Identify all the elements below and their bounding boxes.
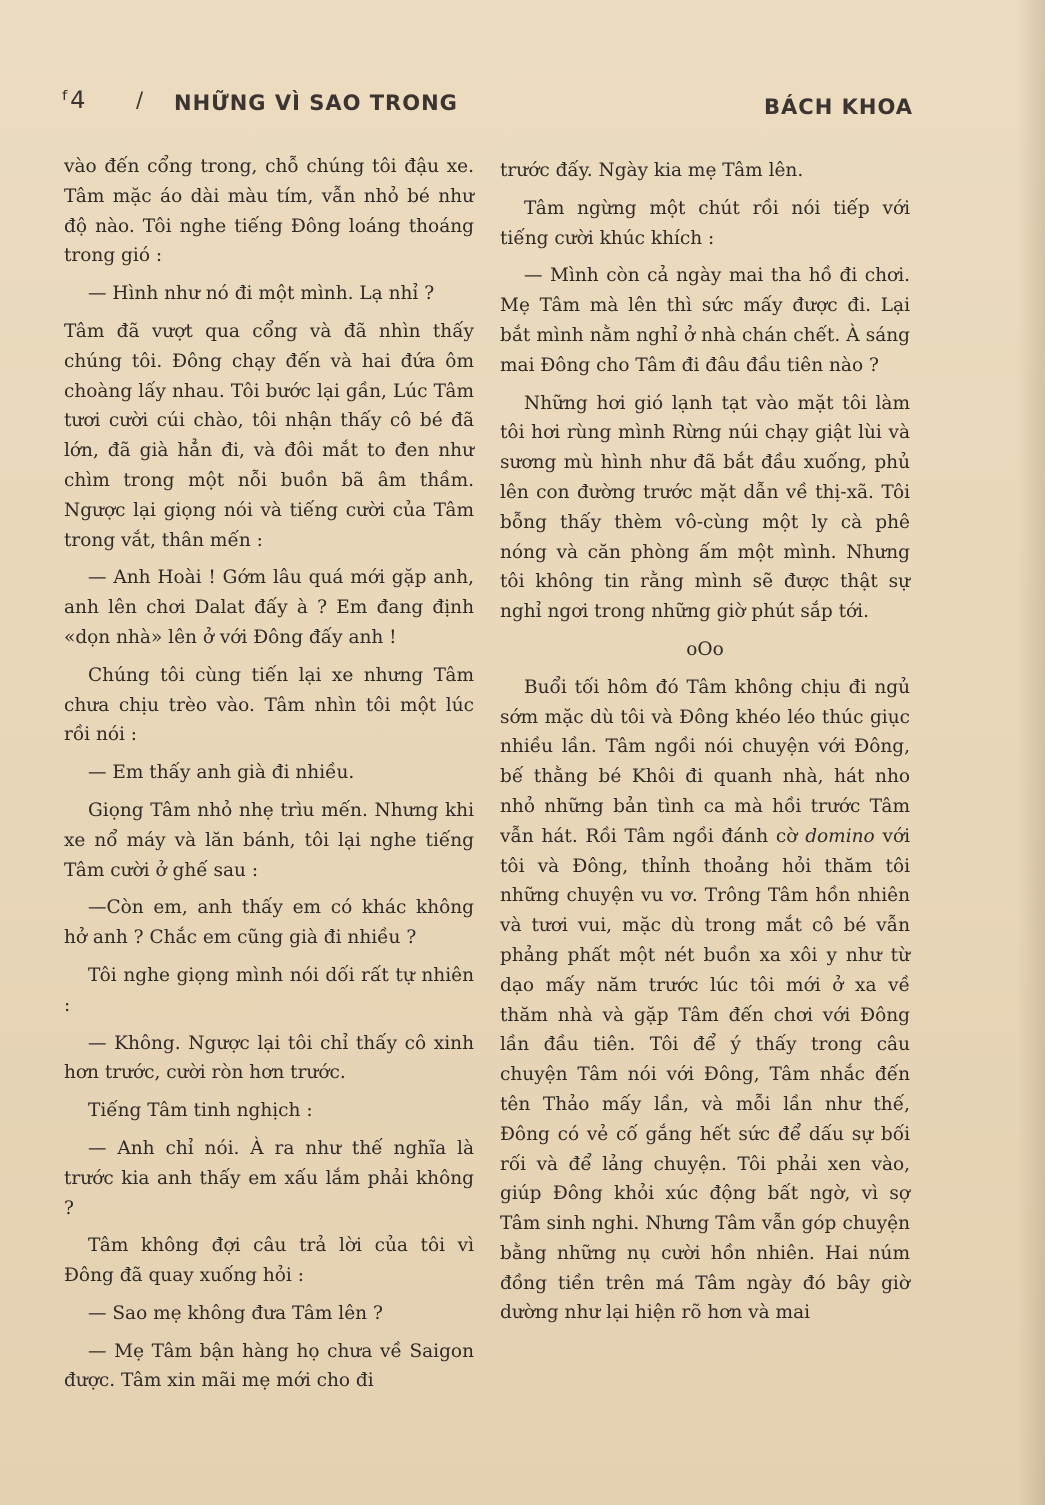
paragraph: — Anh chỉ nói. À ra như thế nghĩa là trước kia anh thấy em xấu lắm phải không ? (64, 1137, 474, 1219)
paragraph: — Không. Ngược lại tôi chỉ thấy cô xinh hơn trước, cười ròn hơn trước. (64, 1032, 474, 1084)
right-text-column (500, 156, 910, 1336)
left-text-column (64, 152, 474, 1404)
header-separator: / (136, 88, 145, 112)
paragraph: trước đấy. Ngày kia mẹ Tâm lên. (500, 160, 804, 181)
paragraph: — Hình như nó đi một mình. Lạ nhỉ ? (88, 283, 435, 305)
paragraph: — Anh Hoài ! Gớm lâu quá mới gặp anh, anh lên chơi Dalat đấy à ? Em đang định «dọn nhà» lên ở với Đông đấy anh ! (64, 567, 474, 648)
paragraph: — Em thấy anh già đi nhiều. (88, 762, 355, 784)
paragraph: Tôi nghe giọng mình nói dối rất tự nhiên : (64, 964, 474, 1016)
paragraph-text: với tôi và Đông, thỉnh thoảng hỏi thăm tôi những chuyện vu vơ. Trông Tâm hồn nhiên và tươi vui, mặc dù trong mắt cô bé vẫn phảng phất một nét buồn xa xôi y như từ dạo mấy năm trước lúc tôi mới ở xa về thăm nhà và gặp Tâm đến chơi với Đông lần đầu tiên. Tôi để ý thấy trong câu chuyện Tâm nói với Đông, Tâm nhắc đến tên Thảo mấy lần, và mỗi lần như thế, Đông có vẻ cố gắng hết sức để dấu sự bối rối và để lảng chuyện. Tôi phải xen vào, giúp Đông khỏi xúc động bất ngờ, vì sợ Tâm sinh nghi. Nhưng Tâm vẫn góp chuyện bằng những nụ cười hồn nhiên. Hai núm đồng tiền trên má Tâm ngày đó bây giờ dường như lại hiện rõ hơn và mai (500, 825, 910, 1324)
paragraph-text: Buổi tối hôm đó Tâm không chịu đi ngủ sớm mặc dù tôi và Đông khéo léo thúc giục nhiều lần. Tâm ngồi nói chuyện với Đông, bế thằng bé Khôi đi quanh nhà, hát nho nhỏ những bản tình ca mà hồi trước Tâm vẫn hát. Rồi Tâm ngồi đánh cờ (500, 676, 910, 847)
italic-term: domino (805, 825, 875, 847)
paragraph: Tiếng Tâm tinh nghịch : (88, 1100, 313, 1122)
page-edge-shadow (1017, 0, 1045, 1505)
paragraph: Tâm đã vượt qua cổng và đã nhìn thấy chúng tôi. Đông chạy đến và hai đứa ôm choàng lấy nhau. Tôi bước lại gần, Lúc Tâm tươi cười cúi chào, tôi nhận thấy cô bé đã lớn, đã già hẳn đi, và đôi mắt to đen như chìm trong một nỗi buồn bã âm thầm. Ngược lại giọng nói và tiếng cười của Tâm trong vắt, thân mến : (64, 320, 474, 551)
paragraph: vào đến cổng trong, chỗ chúng tôi đậu xe. Tâm mặc áo dài màu tím, vẫn nhỏ bé như độ nào. Tôi nghe tiếng Đông loáng thoáng trong gió : (64, 156, 474, 267)
paragraph: Tâm không đợi câu trả lời của tôi vì Đông đã quay xuống hỏi : (64, 1235, 474, 1287)
paragraph: Tâm ngừng một chút rồi nói tiếp với tiếng cười khúc khích : (500, 197, 910, 249)
paragraph: — Sao mẹ không đưa Tâm lên ? (88, 1302, 383, 1324)
section-break: oOo (686, 638, 724, 660)
publication-name: BÁCH KHOA (764, 95, 913, 119)
running-header (62, 86, 913, 126)
paragraph: Những hơi gió lạnh tạt vào mặt tôi làm tôi hơi rùng mình Rừng núi chạy giật lùi và sương mù hình như đã bắt đầu xuống, phủ lên con đường trước mặt dẫn về thị-xã. Tôi bỗng thấy thèm vô-cùng một ly cà phê nóng và căn phòng ấm một mình. Nhưng tôi không tin rằng mình sẽ được thật sự nghỉ ngơi trong những giờ phút sắp tới. (500, 392, 910, 623)
paragraph (500, 673, 910, 1329)
paragraph: —Còn em, anh thấy em có khác không hở anh ? Chắc em cũng già đi nhiều ? (64, 897, 474, 949)
paragraph: Giọng Tâm nhỏ nhẹ trìu mến. Nhưng khi xe nổ máy và lăn bánh, tôi lại nghe tiếng Tâm cười ở ghế sau : (64, 799, 474, 881)
paragraph: — Mình còn cả ngày mai tha hồ đi chơi. Mẹ Tâm mà lên thì sức mấy được đi. Lại bắt mình nằm nghỉ ở nhà chán chết. À sáng mai Đông cho Tâm đi đâu đầu tiên nào ? (500, 265, 910, 376)
paragraph: Chúng tôi cùng tiến lại xe nhưng Tâm chưa chịu trèo vào. Tâm nhìn tôi một lúc rồi nói : (64, 664, 474, 746)
story-title: NHỮNG VÌ SAO TRONG (174, 91, 458, 115)
paragraph: — Mẹ Tâm bận hàng họ chưa về Saigon được. Tâm xin mãi mẹ mới cho đi (64, 1340, 474, 1392)
page-number: ᶠ4 (62, 86, 87, 114)
